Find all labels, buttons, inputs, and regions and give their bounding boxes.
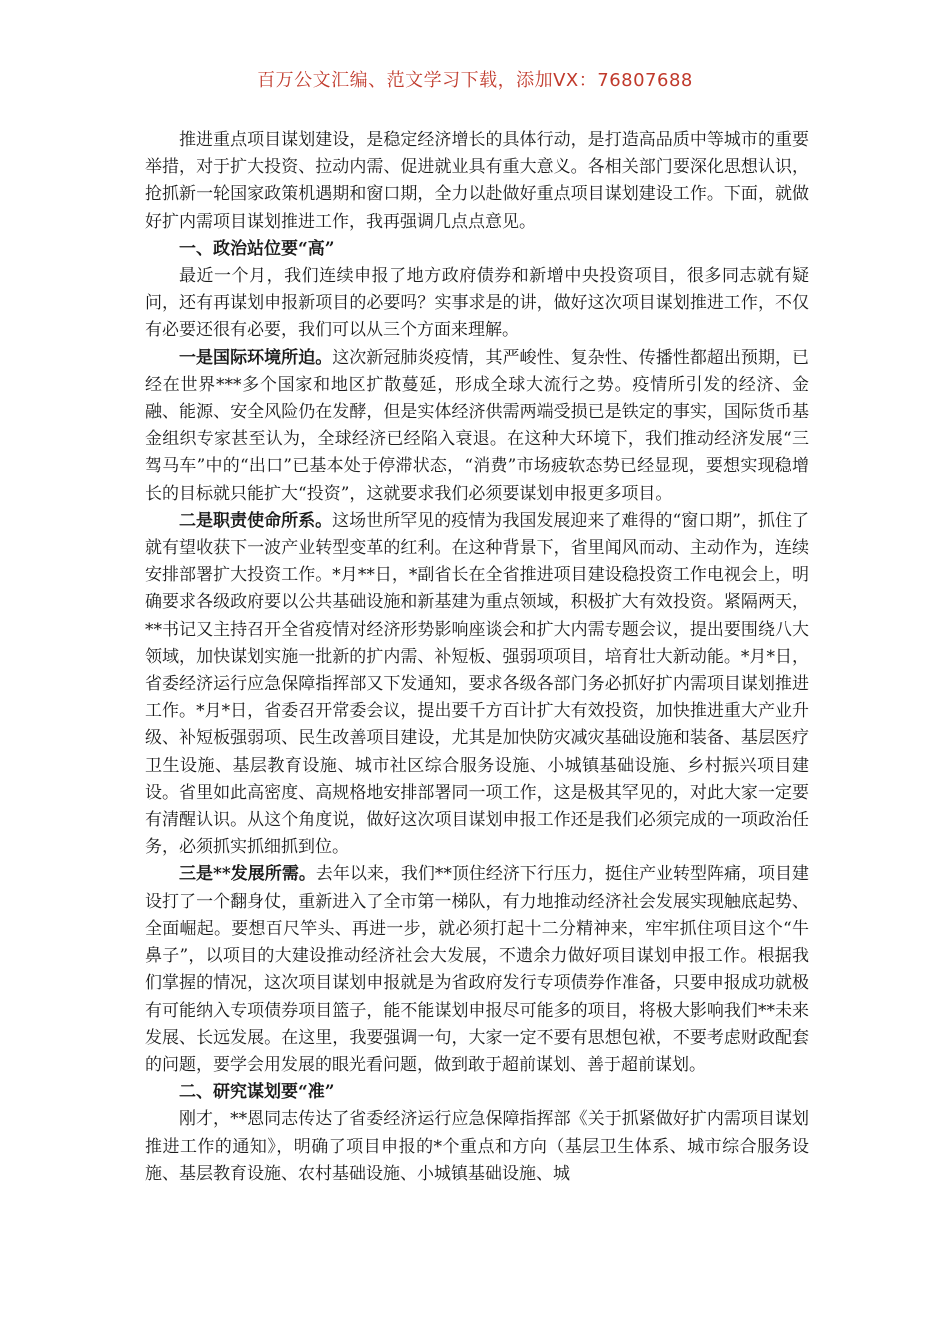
section1-paragraph: 最近一个月，我们连续申报了地方政府债券和新增中央投资项目，很多同志就有疑问，还有再谋划申报新项目的必要吗？实事求是的讲，做好这次项目谋划推进工作，不仅有必要还很有必要，我们可以从三个方面来理解。	[145, 266, 809, 341]
point-lead-3: 三是**发展所需。	[179, 864, 316, 885]
point-text-1: 这次新冠肺炎疫情，其严峻性、复杂性、传播性都超出预期，已经在世界***多个国家和地区扩散蔓延，形成全球大流行之势。疫情所引发的经济、金融、能源、安全风险仍在发酵，但是实体经济供需两端受损已是铁定的事实，国际货币基金组织专家甚至认为，全球经济已经陷入衰退。在这种大环境下，我们推动经济发展“三驾马车”中的“出口”已基本处于停滞状态，“消费”市场疲软态势已经显现，要想实现稳增长的目标就只能扩大“投资”，这就要求我们必须要谋划申报更多项目。	[145, 347, 809, 504]
section2-paragraph: 刚才，**恩同志传达了省委经济运行应急保障指挥部《关于抓紧做好扩内需项目谋划推进工作的通知》，明确了项目申报的*个重点和方向（基层卫生体系、城市综合服务设施、基层教育设施、农村基础设施、小城镇基础设施、城	[145, 1109, 809, 1184]
point-lead-1: 一是国际环境所迫。	[179, 347, 333, 368]
document-body	[145, 127, 809, 1188]
point-paragraph-2	[145, 508, 809, 862]
point-text-3: 去年以来，我们**顶住经济下行压力，挺住产业转型阵痛，项目建设打了一个翻身仗，重新进入了全市第一梯队，有力地推动经济社会发展实现触底起势、全面崛起。要想百尺竿头、再进一步，就必须打起十二分精神来，牢牢抓住项目这个“牛鼻子”，以项目的大建设推动经济社会大发展，不遗余力做好项目谋划申报工作。根据我们掌握的情况，这次项目谋划申报就是为省政府发行专项债券作准备，只要申报成功就极有可能纳入专项债券项目篮子，能不能谋划申报尽可能多的项目，将极大影响我们**未来发展、长远发展。在这里，我要强调一句，大家一定不要有思想包袱，不要考虑财政配套的问题，要学会用发展的眼光看问题，做到敢于超前谋划、善于超前谋划。	[145, 864, 810, 1075]
intro-paragraph: 推进重点项目谋划建设，是稳定经济增长的具体行动，是打造高品质中等城市的重要举措，对于扩大投资、拉动内需、促进就业具有重大意义。各相关部门要深化思想认识，抢抓新一轮国家政策机遇期和窗口期，全力以赴做好重点项目谋划建设工作。下面，就做好扩内需项目谋划推进工作，我再强调几点点意见。	[145, 130, 809, 232]
section-heading-1: 一、政治站位要“高”	[179, 238, 335, 259]
point-lead-2: 二是职责使命所系。	[179, 510, 333, 531]
point-paragraph-1	[145, 345, 809, 508]
header-banner: 百万公文汇编、范文学习下载，添加VX：76807688	[257, 70, 693, 91]
point-paragraph-3	[145, 861, 809, 1079]
section-heading-2: 二、研究谋划要“准”	[179, 1082, 335, 1103]
point-text-2: 这场世所罕见的疫情为我国发展迎来了难得的“窗口期”，抓住了就有望收获下一波产业转型变革的红利。在这种背景下，省里闻风而动、主动作为，连续安排部署扩大投资工作。*月**日，*副省长在全省推进项目建设稳投资工作电视会上，明确要求各级政府要以公共基础设施和新基建为重点领域，积极扩大有效投资。紧隔两天，**书记又主持召开全省疫情对经济形势影响座谈会和扩大内需专题会议，提出要围绕八大领域，加快谋划实施一批新的扩内需、补短板、强弱项项目，培育壮大新动能。*月*日，省委经济运行应急保障指挥部又下发通知，要求各级各部门务必抓好扩内需项目谋划推进工作。*月*日，省委召开常委会议，提出要千方百计扩大有效投资，加快推进重大产业升级、补短板强弱项、民生改善项目建设，尤其是加快防灾减灾基础设施和装备、基层医疗卫生设施、基层教育设施、城市社区综合服务设施、小城镇基础设施、乡村振兴项目建设。省里如此高密度、高规格地安排部署同一项工作，这是极其罕见的，对此大家一定要有清醒认识。从这个角度说，做好这次项目谋划申报工作还是我们必须完成的一项政治任务，必须抓实抓细抓到位。	[145, 510, 809, 858]
